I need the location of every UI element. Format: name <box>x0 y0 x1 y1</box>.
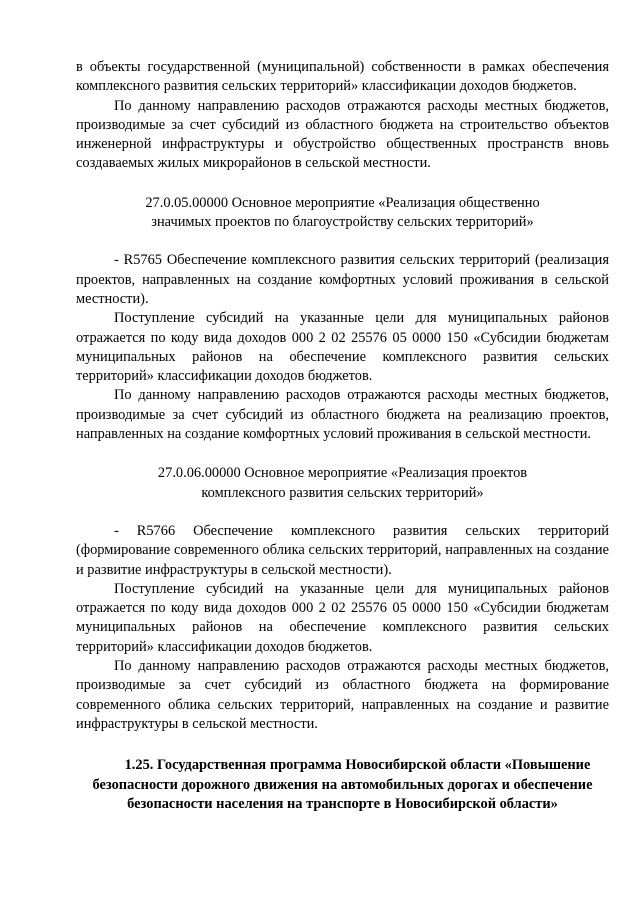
paragraph-continuation: в объекты государственной (муниципальной) собственности в рамках обеспечения комплексного развития сельских территорий» классификации доходов бюджетов. <box>76 59 609 95</box>
spacer <box>76 174 609 194</box>
section-heading-line: комплексного развития сельских территорий» <box>201 484 484 501</box>
spacer <box>76 444 609 464</box>
paragraph: - R5766 Обеспечение комплексного развития сельских территорий (формирование современного облика сельских территорий, направленных на создание и развитие инфраструктуры в сельской местности). <box>76 522 609 578</box>
paragraph: - R5765 Обеспечение комплексного развития сельских территорий (реализация проектов, направленных на создание комфортных условий проживания в сельской местности). <box>76 252 609 307</box>
document-page <box>76 58 609 815</box>
section-heading-line: значимых проектов по благоустройству сельских территорий» <box>151 214 534 231</box>
program-section-title: 1.25. Государственная программа Новосибирской области «Повышение безопасности дорожного движения на автомобильных дорогах и обеспечение безопасности населения на транспорте в Новосибирской области» <box>92 757 593 813</box>
section-heading-line: 27.0.06.00000 Основное мероприятие «Реализация проектов <box>157 465 528 482</box>
paragraph: По данному направлению расходов отражаются расходы местных бюджетов, производимые за счет субсидий из областного бюджета на строительство объектов инженерной инфраструктуры и обустройство общественных пространств вновь создаваемых жилых микрорайонов в сельской местности. <box>76 97 609 172</box>
paragraph: По данному направлению расходов отражаются расходы местных бюджетов, производимые за счет субсидий из областного бюджета на реализацию проектов, направленных на создание комфортных условий проживания в сельской местности. <box>76 387 609 443</box>
spacer <box>76 734 609 756</box>
section-heading-line: 27.0.05.00000 Основное мероприятие «Реализация общественно <box>145 194 540 211</box>
paragraph: По данному направлению расходов отражаются расходы местных бюджетов, производимые за счет субсидий из областного бюджета на формирование современного облика сельских территорий, направленных на создание и развитие инфраструктуры в сельской местности. <box>76 658 609 732</box>
spacer <box>76 232 609 251</box>
paragraph: Поступление субсидий на указанные цели для муниципальных районов отражается по коду вида доходов 000 2 02 25576 05 0000 150 «Субсидии бюджетам муниципальных районов на обеспечение комплексного развития сельских территорий» классификации доходов бюджетов. <box>76 580 609 655</box>
paragraph: Поступление субсидий на указанные цели для муниципальных районов отражается по коду вида доходов 000 2 02 25576 05 0000 150 «Субсидии бюджетам муниципальных районов на обеспечение комплексного развития сельских территорий» классификации доходов бюджетов. <box>76 310 609 385</box>
spacer <box>76 503 609 522</box>
